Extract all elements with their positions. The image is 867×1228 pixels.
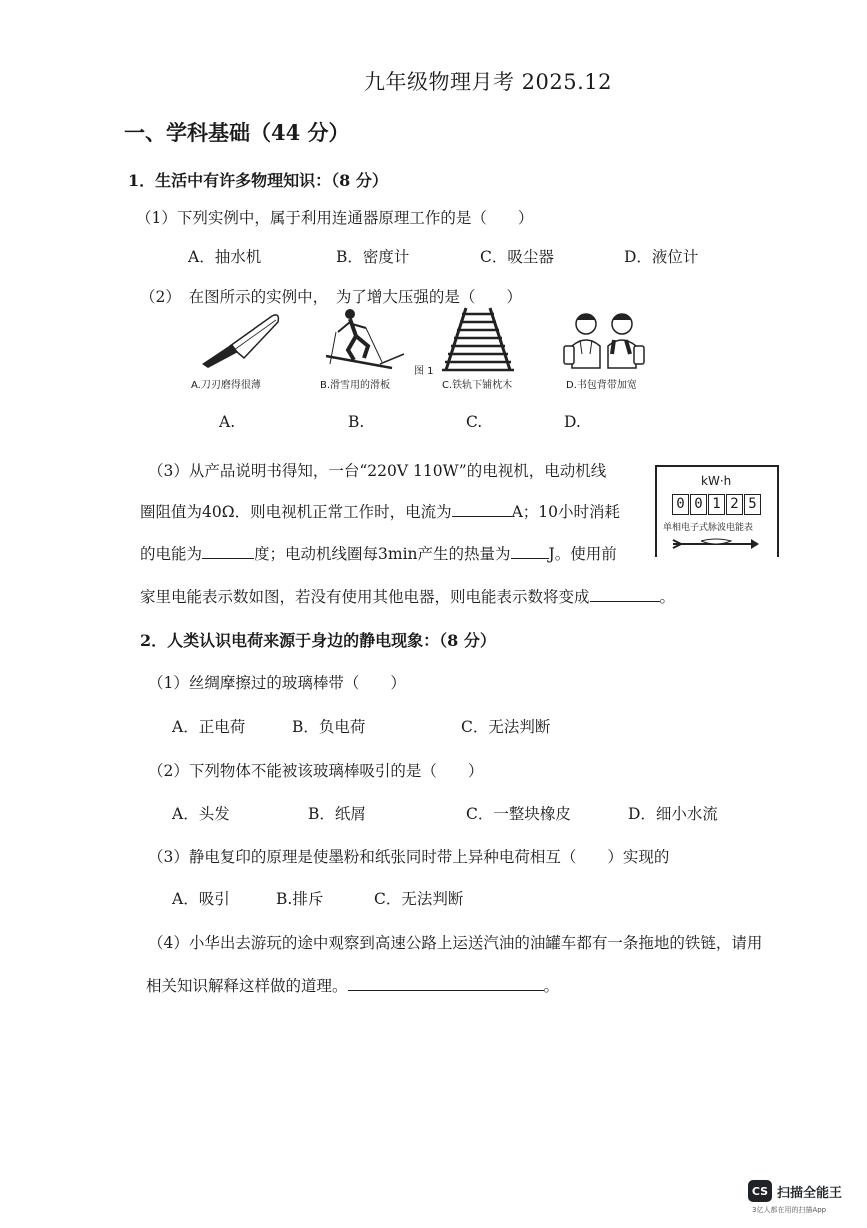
skier-illustration <box>320 306 406 372</box>
meter-digit: 1 <box>708 494 725 515</box>
meter-digit: 0 <box>672 494 689 515</box>
text: 家里电能表示数如图，若没有使用其他电器，则电能表示数将变成 <box>140 588 590 606</box>
knife-illustration <box>196 306 286 368</box>
scanner-brand: 扫描全能王 <box>777 1185 843 1201</box>
option-b: B．密度计 <box>336 248 410 266</box>
text: 相关知识解释这样做的道理。 <box>146 977 348 995</box>
option-c: C．吸尘器 <box>480 248 554 266</box>
caption-b: B.滑雪用的滑板 <box>320 380 391 391</box>
meter-arrow-icon <box>671 537 761 551</box>
meter-label: 单相电子式脉波电能表 <box>663 523 754 533</box>
q1-part3-line2 <box>140 500 620 522</box>
energy-meter <box>655 465 779 557</box>
option-a: A．正电荷 <box>172 718 246 736</box>
q2-part1-stem: （1）丝绸摩擦过的玻璃棒带（ ） <box>148 674 406 692</box>
caption-d: D.书包背带加宽 <box>566 380 637 391</box>
option-c: C．无法判断 <box>461 718 551 736</box>
answer-blank-energy[interactable] <box>202 544 254 559</box>
option-c: C. <box>466 413 483 431</box>
text: A；10小时消耗 <box>511 503 620 521</box>
option-c: C．无法判断 <box>374 890 464 908</box>
option-a: A．头发 <box>172 805 230 823</box>
text: 。 <box>659 588 676 606</box>
option-a: A. <box>219 413 236 431</box>
question-1-stem: 1．生活中有许多物理知识：（8 分） <box>128 171 388 190</box>
text: 度；电动机线圈每3min产生的热量为 <box>254 545 511 563</box>
scanner-tagline: 3亿人都在用的扫描App <box>752 1206 827 1214</box>
caption-a: A.刀刃磨得很薄 <box>191 380 261 391</box>
q1-part3-line1: （3）从产品说明书得知，一台“220V 110W”的电视机，电动机线 <box>148 462 607 480</box>
page-title: 九年级物理月考 2025.12 <box>364 70 613 94</box>
answer-blank-explanation[interactable] <box>348 976 544 991</box>
q2-part4-line1: （4）小华出去游玩的途中观察到高速公路上运送汽油的油罐车都有一条拖地的铁链，请用 <box>148 934 763 952</box>
option-b: B. <box>348 413 365 431</box>
option-d: D．液位计 <box>624 248 699 266</box>
option-d: D. <box>564 413 581 431</box>
scanner-watermark <box>748 1180 842 1202</box>
question-2-stem: 2．人类认识电荷来源于身边的静电现象：（8 分） <box>140 631 496 650</box>
answer-blank-current[interactable] <box>452 502 512 517</box>
backpack-students-illustration <box>560 306 652 372</box>
scanner-logo-icon: CS <box>748 1180 772 1202</box>
meter-digits <box>672 493 762 515</box>
text: 。 <box>543 977 560 995</box>
text: J。使用前 <box>548 545 617 563</box>
answer-blank-heat[interactable] <box>511 544 549 559</box>
meter-unit: kW·h <box>701 474 732 488</box>
railway-illustration <box>440 306 516 372</box>
q1-part3-line3 <box>140 542 617 564</box>
answer-blank-meter-reading[interactable] <box>590 587 660 602</box>
option-d: D．细小水流 <box>628 805 718 823</box>
q2-part4-line2 <box>146 974 559 996</box>
option-a: A．吸引 <box>172 890 230 908</box>
q1-part1-stem: （1）下列实例中，属于利用连通器原理工作的是（ ） <box>136 209 534 227</box>
option-c: C．一整块橡皮 <box>466 805 571 823</box>
meter-digit: 2 <box>726 494 743 515</box>
q1-part3-line4 <box>140 585 675 607</box>
option-b: B．纸屑 <box>308 805 366 823</box>
option-a: A．抽水机 <box>188 248 262 266</box>
meter-digit: 0 <box>690 494 707 515</box>
option-b: B．负电荷 <box>292 718 366 736</box>
q2-part3-stem: （3）静电复印的原理是使墨粉和纸张同时带上异种电荷相互（ ）实现的 <box>148 848 670 866</box>
option-b: B.排斥 <box>276 890 324 908</box>
q2-part2-stem: （2）下列物体不能被该玻璃棒吸引的是（ ） <box>148 762 484 780</box>
figure-label: 图 1 <box>414 366 434 377</box>
section-heading: 一、学科基础（44 分） <box>124 120 350 145</box>
caption-c: C.铁轨下铺枕木 <box>442 380 513 391</box>
q1-part2-stem: （2） 在图所示的实例中， 为了增大压强的是（ ） <box>140 288 522 306</box>
text: 的电能为 <box>140 545 203 563</box>
meter-digit: 5 <box>744 494 761 515</box>
text: 圈阻值为40Ω．则电视机正常工作时，电流为 <box>140 503 452 521</box>
